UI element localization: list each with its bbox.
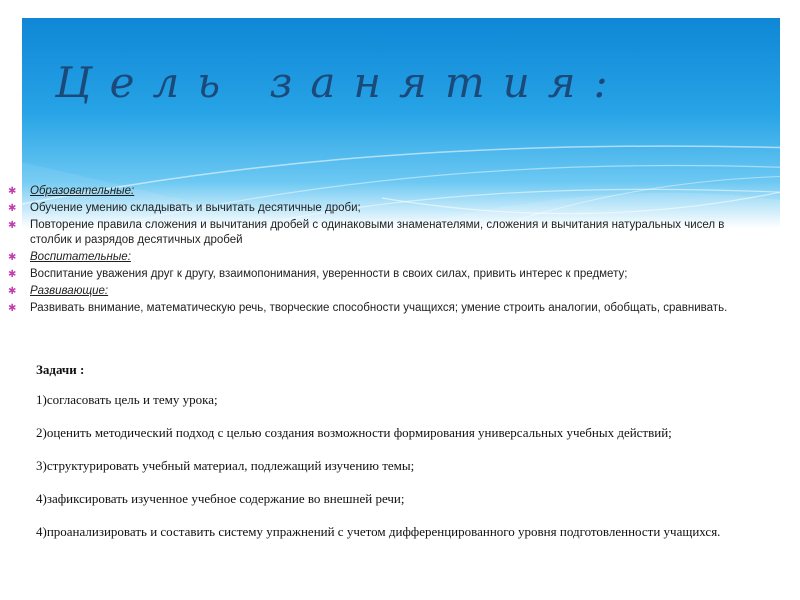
- tasks-section: [36, 360, 756, 555]
- goals-item: [8, 284, 768, 299]
- goals-item-text: Воспитание уважения друг к другу, взаимопонимания, уверенности в своих силах, привить интерес к предмету;: [30, 268, 628, 280]
- goals-list: [8, 184, 768, 318]
- goals-section-header: Образовательные:: [30, 185, 135, 197]
- asterisk-icon: ✱: [8, 303, 17, 314]
- goals-item: [8, 201, 768, 216]
- goals-item: [8, 218, 768, 248]
- task-item: 4)проанализировать и составить систему упражнений с учетом дифференцированного уровня подготовленности учащихся.: [36, 524, 721, 539]
- task-item: 3)структурировать учебный материал, подлежащий изучению темы;: [36, 458, 415, 473]
- asterisk-icon: ✱: [8, 220, 17, 231]
- goals-item-text: Обучение умению складывать и вычитать десятичные дроби;: [30, 202, 361, 214]
- asterisk-icon: ✱: [8, 186, 17, 197]
- task-item: 4)зафиксировать изученное учебное содержание во внешней речи;: [36, 491, 405, 506]
- task-item: 1)согласовать цель и тему урока;: [36, 392, 218, 407]
- goals-item: [8, 267, 768, 282]
- asterisk-icon: ✱: [8, 286, 17, 297]
- asterisk-icon: ✱: [8, 269, 17, 280]
- goals-item: [8, 301, 768, 316]
- goals-item-text: Повторение правила сложения и вычитания дробей с одинаковыми знаменателями, сложения и вычитания натуральных чисел в столбик и разрядов десятичных дробей: [30, 219, 725, 246]
- tasks-title: Задачи :: [36, 362, 85, 377]
- goals-item-text: Развивать внимание, математическую речь, творческие способности учащихся; умение строить аналогии, обобщать, сравнивать.: [30, 302, 728, 314]
- asterisk-icon: ✱: [8, 252, 17, 263]
- goals-item: [8, 184, 768, 199]
- task-item: 2)оценить методический подход с целью создания возможности формирования универсальных учебных действий;: [36, 425, 672, 440]
- goals-item: [8, 250, 768, 265]
- asterisk-icon: ✱: [8, 203, 17, 214]
- goals-section-header: Воспитательные:: [30, 251, 131, 263]
- slide-title: Цель занятия:: [55, 58, 626, 107]
- goals-section-header: Развивающие:: [30, 285, 109, 297]
